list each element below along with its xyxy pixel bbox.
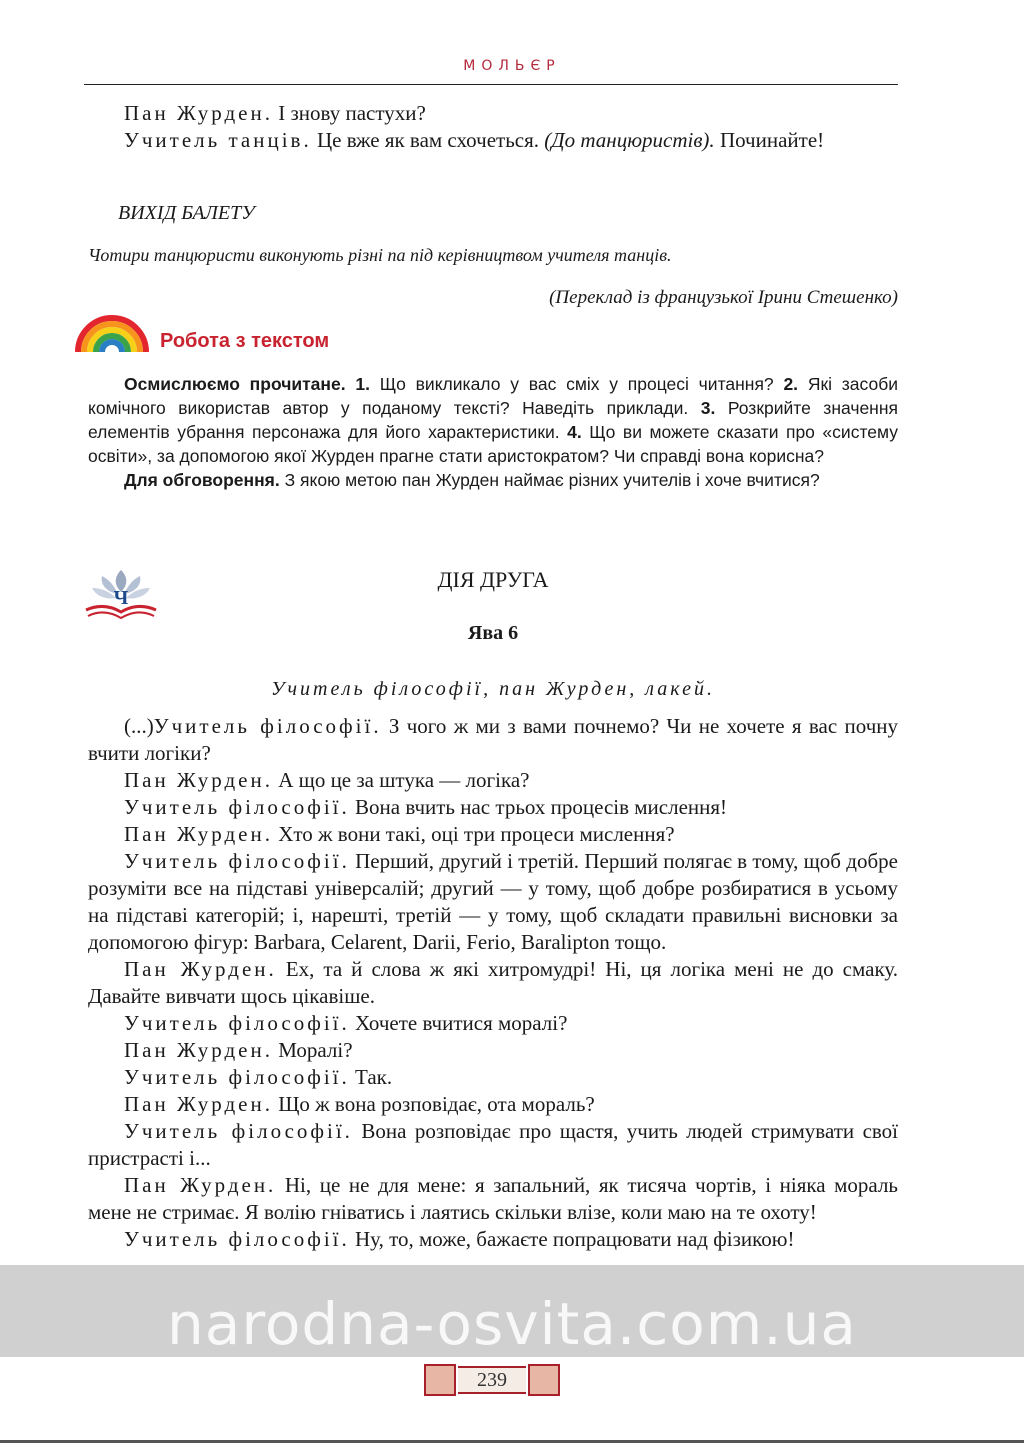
dialogue-line	[88, 794, 898, 821]
speaker: Учитель філософії.	[124, 849, 350, 873]
dialogue-line	[88, 956, 898, 1010]
line-text: Починайте!	[714, 128, 825, 152]
dialogue-line	[88, 1226, 898, 1253]
line-text: Ех, та й слова ж які хитромудрі! Ні, ця логіка мені не до смаку. Давайте вивчати щось цікавіше.	[88, 957, 898, 1008]
speaker: Учитель філософії.	[124, 1119, 353, 1143]
speaker: Учитель філософії.	[124, 1227, 350, 1251]
line-text: Вона вчить нас трьох процесів мислення!	[349, 795, 728, 819]
icon-letter: Ч	[113, 587, 129, 609]
line-text: Ні, це не для мене: я запальний, як тисяча чортів, і ніяка мораль мене не стримає. Я волію гніватись і лаятись скільки влізе, коли маю на те охоту!	[88, 1173, 898, 1224]
question-text: Розкрийте значення елементів убрання персонажа для його характеристики.	[88, 398, 898, 442]
speaker: Учитель філософії.	[153, 714, 382, 738]
dialogue-line	[88, 1091, 898, 1118]
line-text: Це вже як вам схочеться.	[311, 128, 545, 152]
dialogue	[88, 713, 898, 1253]
speaker: Учитель філософії.	[124, 1065, 350, 1089]
dialogue-line	[88, 1172, 898, 1226]
questions-paragraph	[88, 372, 898, 468]
discussion-label: Для обговорення.	[124, 470, 280, 490]
scene-characters: Учитель філософії, пан Журден, лакей.	[271, 678, 715, 700]
ballet-description: Чотири танцюристи виконують різні па під керівництвом учителя танців.	[88, 245, 672, 265]
questions-label: Осмислюємо прочитане.	[124, 374, 346, 394]
rainbow-icon	[74, 314, 150, 354]
line-text: Моралі?	[272, 1038, 353, 1062]
ellipsis-prefix: (...)	[124, 714, 154, 738]
line-text: З чого ж ми з вами почнемо? Чи не хочете я вас почну вчити логіки?	[88, 714, 898, 765]
speaker: Пан Журден.	[124, 768, 273, 792]
stage-direction: (До танцюристів).	[544, 128, 715, 152]
question-text: Що викликало у вас сміх у процесі читання?	[369, 374, 774, 394]
page-number-right-square	[528, 1364, 560, 1396]
page-number-left-square	[424, 1364, 456, 1396]
speaker: Пан Журден.	[124, 1092, 273, 1116]
section-title: Робота з текстом	[160, 330, 330, 352]
line-text: Перший, другий і третій. Перший полягає в тому, щоб добре розуміти все на підставі універсалій; другий — у тому, щоб добре розбиратися в усьому на підставі категорій; і, нарешті, третій — у тому, щоб складати правильні висновки за допомогою фігур: Barbara, Celarent, Darii, Ferio, Baralipton тощо.	[88, 849, 898, 954]
question-text: Які засоби комічного використав автор у поданому тексті? Наведіть приклади.	[88, 374, 898, 418]
dialogue-line	[88, 1010, 898, 1037]
line-text: Вона розповідає про щастя, учить людей стримувати свої пристрасті і...	[88, 1119, 898, 1170]
speaker: Учитель танців.	[124, 128, 312, 152]
question-number: 2.	[773, 374, 799, 394]
scene-title: Ява 6	[467, 622, 519, 644]
question-number: 3.	[688, 398, 716, 418]
dialogue-line	[88, 767, 898, 794]
dialogue-line	[88, 848, 898, 956]
question-text: Що ви можете сказати про «систему освіти», за допомогою якої Журден прагне стати аристократом? Чи справді вона корисна?	[88, 422, 898, 466]
line-text: І знову пастухи?	[272, 101, 426, 125]
discussion-paragraph	[88, 468, 898, 492]
top-line-2	[88, 127, 898, 154]
bottom-rule	[0, 1440, 1024, 1443]
watermark: narodna-osvita.com.ua	[167, 1290, 857, 1358]
top-line-1	[88, 100, 898, 127]
header-rule	[84, 84, 898, 85]
act-title: ДІЯ ДРУГА	[437, 567, 549, 592]
speaker: Учитель філософії.	[124, 1011, 350, 1035]
line-text: Що ж вона розповідає, ота мораль?	[272, 1092, 595, 1116]
line-text: Ну, то, може, бажаєте попрацювати над фізикою!	[349, 1227, 795, 1251]
dialogue-line	[88, 713, 898, 767]
speaker: Пан Журден.	[124, 1038, 273, 1062]
questions-block	[88, 372, 898, 492]
ballet-title: ВИХІД БАЛЕТУ	[118, 202, 255, 224]
dialogue-line	[88, 821, 898, 848]
speaker: Пан Журден.	[124, 1173, 277, 1197]
speaker: Пан Журден.	[124, 822, 273, 846]
page-number: 239	[458, 1366, 526, 1394]
line-text: А що це за штука — логіка?	[272, 768, 530, 792]
dialogue-line	[88, 1118, 898, 1172]
line-text: Так.	[349, 1065, 393, 1089]
dialogue-line	[88, 1064, 898, 1091]
question-number: 4.	[559, 422, 582, 442]
question-number: 1.	[345, 374, 370, 394]
speaker: Пан Журден.	[124, 101, 273, 125]
line-text: Хто ж вони такі, оці три процеси мислення?	[272, 822, 675, 846]
speaker: Учитель філософії.	[124, 795, 350, 819]
running-header: МОЛЬЄР	[463, 58, 561, 74]
translation-credit: (Переклад із французької Ірини Стешенко)	[549, 287, 898, 308]
dialogue-line	[88, 1037, 898, 1064]
speaker: Пан Журден.	[124, 957, 277, 981]
discussion-text: З якою метою пан Журден наймає різних учителів і хоче вчитися?	[279, 470, 820, 490]
line-text: Хочете вчитися моралі?	[349, 1011, 568, 1035]
top-section	[88, 100, 898, 154]
page-number-box	[424, 1364, 560, 1398]
